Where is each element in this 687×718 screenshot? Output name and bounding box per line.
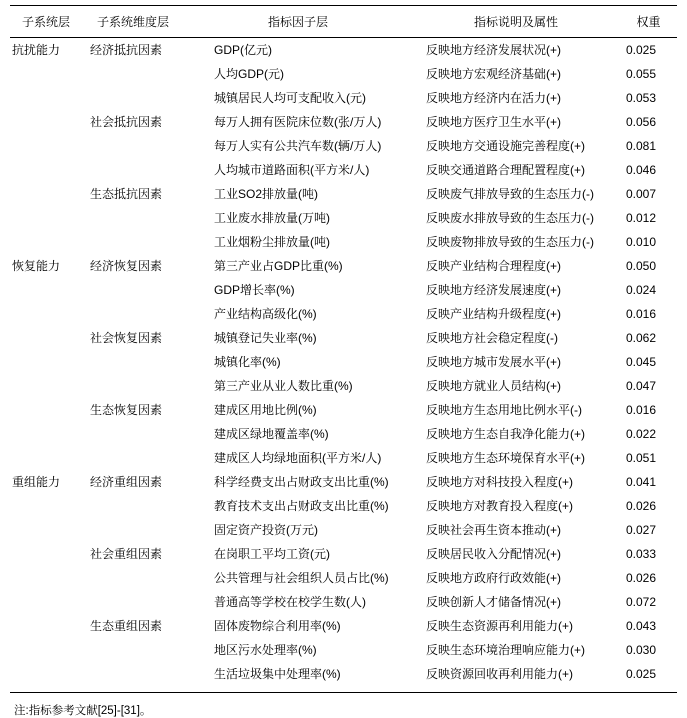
cell-description: 反映地方经济内在活力(+) <box>426 90 562 105</box>
cell-indicator: 工业废水排放量(万吨) <box>214 210 330 225</box>
cell-weight: 0.012 <box>626 210 657 225</box>
cell-system <box>10 422 82 446</box>
cell-description: 反映地方医疗卫生水平(+) <box>426 114 562 129</box>
cell-system <box>10 206 82 230</box>
cell-system <box>10 278 82 302</box>
cell-indicator: 人均城市道路面积(平方米/人) <box>214 162 370 177</box>
cell-weight: 0.016 <box>626 402 657 417</box>
cell-description: 反映地方生态用地比例水平(-) <box>426 402 582 417</box>
cell-weight: 0.046 <box>626 162 657 177</box>
cell-description: 反映废水排放导致的生态压力(-) <box>426 210 594 225</box>
cell-indicator: 工业烟粉尘排放量(吨) <box>214 234 330 249</box>
table-row <box>10 278 677 302</box>
cell-system <box>10 590 82 614</box>
cell-weight: 0.025 <box>626 666 657 681</box>
cell-dimension <box>82 158 184 182</box>
cell-indicator: 建成区人均绿地面积(平方米/人) <box>214 450 382 465</box>
table-note: 注:指标参考文献[25]-[31]。 <box>14 705 152 717</box>
table-row <box>10 158 677 182</box>
cell-dimension <box>82 494 184 518</box>
cell-system <box>10 350 82 374</box>
cell-description: 反映地方经济发展状况(+) <box>426 42 562 57</box>
cell-system <box>10 662 82 688</box>
cell-dimension <box>82 206 184 230</box>
cell-weight: 0.072 <box>626 594 657 609</box>
cell-weight: 0.016 <box>626 306 657 321</box>
cell-description: 反映生态资源再利用能力(+) <box>426 618 574 633</box>
cell-indicator: 科学经费支出占财政支出比重(%) <box>214 474 389 489</box>
cell-dimension: 生态抵抗因素 <box>90 186 163 201</box>
cell-description: 反映社会再生资本推动(+) <box>426 522 562 537</box>
table-row <box>10 470 677 494</box>
cell-description: 反映地方宏观经济基础(+) <box>426 66 562 81</box>
table-row <box>10 326 677 350</box>
table-row <box>10 518 677 542</box>
cell-indicator: GDP增长率(%) <box>214 282 295 297</box>
cell-system <box>10 134 82 158</box>
cell-system: 重组能力 <box>12 474 61 489</box>
table-row <box>10 422 677 446</box>
cell-description: 反映废气排放导致的生态压力(-) <box>426 186 594 201</box>
cell-system <box>10 638 82 662</box>
cell-system <box>10 518 82 542</box>
cell-indicator: 每万人实有公共汽车数(辆/万人) <box>214 138 382 153</box>
cell-system <box>10 614 82 638</box>
cell-dimension <box>82 374 184 398</box>
cell-weight: 0.030 <box>626 642 657 657</box>
table-row <box>10 662 677 688</box>
table-header-row <box>10 6 677 38</box>
cell-dimension: 生态重组因素 <box>90 618 163 633</box>
cell-system <box>10 158 82 182</box>
cell-description: 反映生态环境治理响应能力(+) <box>426 642 586 657</box>
cell-system: 恢复能力 <box>12 258 61 273</box>
cell-description: 反映地方交通设施完善程度(+) <box>426 138 586 153</box>
cell-system <box>10 374 82 398</box>
table-row <box>10 374 677 398</box>
cell-description: 反映地方生态环境保育水平(+) <box>426 450 586 465</box>
cell-description: 反映地方社会稳定程度(-) <box>426 330 558 345</box>
cell-description: 反映地方政府行政效能(+) <box>426 570 562 585</box>
table-row <box>10 350 677 374</box>
cell-description: 反映地方就业人员结构(+) <box>426 378 562 393</box>
cell-system <box>10 302 82 326</box>
cell-dimension <box>82 446 184 470</box>
cell-description: 反映地方对科技投入程度(+) <box>426 474 574 489</box>
table-row <box>10 230 677 254</box>
cell-weight: 0.026 <box>626 498 657 513</box>
cell-description: 反映产业结构合理程度(+) <box>426 258 562 273</box>
cell-description: 反映交通道路合理配置程度(+) <box>426 162 586 177</box>
table-row <box>10 542 677 566</box>
table-row <box>10 86 677 110</box>
table-row <box>10 254 677 278</box>
cell-weight: 0.043 <box>626 618 657 633</box>
table-row <box>10 566 677 590</box>
cell-indicator: 建成区绿地覆盖率(%) <box>214 426 329 441</box>
cell-dimension: 社会重组因素 <box>90 546 163 561</box>
cell-system <box>10 566 82 590</box>
cell-dimension <box>82 134 184 158</box>
cell-system <box>10 230 82 254</box>
cell-indicator: 产业结构高级化(%) <box>214 306 317 321</box>
cell-dimension: 社会抵抗因素 <box>90 114 163 129</box>
cell-dimension: 社会恢复因素 <box>90 330 163 345</box>
cell-system: 抗扰能力 <box>12 42 61 57</box>
cell-indicator: 城镇居民人均可支配收入(元) <box>214 90 366 105</box>
cell-weight: 0.047 <box>626 378 657 393</box>
cell-dimension <box>82 230 184 254</box>
cell-weight: 0.007 <box>626 186 657 201</box>
cell-dimension <box>82 422 184 446</box>
column-header-system: 子系统层 <box>21 15 70 29</box>
cell-indicator: 普通高等学校在校学生数(人) <box>214 594 366 609</box>
column-header-weight: 权重 <box>636 15 661 29</box>
table-row <box>10 494 677 518</box>
cell-indicator: GDP(亿元) <box>214 42 272 57</box>
cell-description: 反映地方经济发展速度(+) <box>426 282 562 297</box>
cell-weight: 0.050 <box>626 258 657 273</box>
cell-weight: 0.022 <box>626 426 657 441</box>
cell-weight: 0.062 <box>626 330 657 345</box>
cell-system <box>10 398 82 422</box>
cell-weight: 0.056 <box>626 114 657 129</box>
cell-system <box>10 182 82 206</box>
cell-description: 反映资源回收再利用能力(+) <box>426 666 574 681</box>
column-header-dimension: 子系统维度层 <box>96 15 169 29</box>
cell-description: 反映创新人才储备情况(+) <box>426 594 562 609</box>
cell-weight: 0.051 <box>626 450 657 465</box>
cell-indicator: 公共管理与社会组织人员占比(%) <box>214 570 389 585</box>
cell-dimension <box>82 62 184 86</box>
table-row <box>10 302 677 326</box>
cell-weight: 0.033 <box>626 546 657 561</box>
cell-system <box>10 110 82 134</box>
cell-weight: 0.055 <box>626 66 657 81</box>
cell-dimension: 生态恢复因素 <box>90 402 163 417</box>
cell-dimension: 经济抵抗因素 <box>90 42 163 57</box>
cell-weight: 0.026 <box>626 570 657 585</box>
cell-system <box>10 326 82 350</box>
cell-description: 反映产业结构升级程度(+) <box>426 306 562 321</box>
cell-indicator: 建成区用地比例(%) <box>214 402 317 417</box>
cell-indicator: 地区污水处理率(%) <box>214 642 317 657</box>
cell-indicator: 第三产业从业人数比重(%) <box>214 378 353 393</box>
cell-system <box>10 446 82 470</box>
cell-system <box>10 494 82 518</box>
cell-indicator: 每万人拥有医院床位数(张/万人) <box>214 114 382 129</box>
cell-weight: 0.027 <box>626 522 657 537</box>
table-row <box>10 110 677 134</box>
table-row <box>10 638 677 662</box>
cell-weight: 0.010 <box>626 234 657 249</box>
cell-indicator: 生活垃圾集中处理率(%) <box>214 666 341 681</box>
cell-description: 反映居民收入分配情况(+) <box>426 546 562 561</box>
cell-dimension: 经济恢复因素 <box>90 258 163 273</box>
table-row <box>10 182 677 206</box>
table-row <box>10 206 677 230</box>
cell-indicator: 教育技术支出占财政支出比重(%) <box>214 498 389 513</box>
table-header <box>10 6 677 38</box>
table-row <box>10 134 677 158</box>
cell-dimension <box>82 518 184 542</box>
cell-dimension <box>82 662 184 688</box>
cell-description: 反映地方生态自我净化能力(+) <box>426 426 586 441</box>
cell-weight: 0.081 <box>626 138 657 153</box>
cell-dimension <box>82 350 184 374</box>
cell-dimension: 经济重组因素 <box>90 474 163 489</box>
cell-weight: 0.041 <box>626 474 657 489</box>
column-header-description: 指标说明及属性 <box>473 15 558 29</box>
column-header-indicator: 指标因子层 <box>267 15 328 29</box>
cell-indicator: 固体废物综合利用率(%) <box>214 618 341 633</box>
table-row <box>10 398 677 422</box>
cell-description: 反映废物排放导致的生态压力(-) <box>426 234 594 249</box>
cell-weight: 0.025 <box>626 42 657 57</box>
cell-indicator: 在岗职工平均工资(元) <box>214 546 330 561</box>
cell-dimension <box>82 590 184 614</box>
table-row <box>10 590 677 614</box>
cell-dimension <box>82 278 184 302</box>
table-row <box>10 446 677 470</box>
table-footer-rule <box>10 692 677 718</box>
table-row <box>10 62 677 86</box>
cell-description: 反映地方城市发展水平(+) <box>426 354 562 369</box>
cell-dimension <box>82 86 184 110</box>
cell-system <box>10 62 82 86</box>
cell-indicator: 固定资产投资(万元) <box>214 522 318 537</box>
table-row <box>10 614 677 638</box>
cell-indicator: 第三产业占GDP比重(%) <box>214 258 343 273</box>
cell-weight: 0.053 <box>626 90 657 105</box>
cell-indicator: 城镇登记失业率(%) <box>214 330 317 345</box>
cell-weight: 0.045 <box>626 354 657 369</box>
cell-dimension <box>82 638 184 662</box>
cell-indicator: 工业SO2排放量(吨) <box>214 186 319 201</box>
cell-dimension <box>82 302 184 326</box>
cell-weight: 0.024 <box>626 282 657 297</box>
table-body <box>10 38 677 689</box>
indicator-table <box>10 5 677 688</box>
cell-system <box>10 86 82 110</box>
cell-description: 反映地方对教育投入程度(+) <box>426 498 574 513</box>
cell-dimension <box>82 566 184 590</box>
cell-indicator: 城镇化率(%) <box>214 354 281 369</box>
cell-indicator: 人均GDP(元) <box>214 66 284 81</box>
table-row <box>10 38 677 63</box>
cell-system <box>10 542 82 566</box>
